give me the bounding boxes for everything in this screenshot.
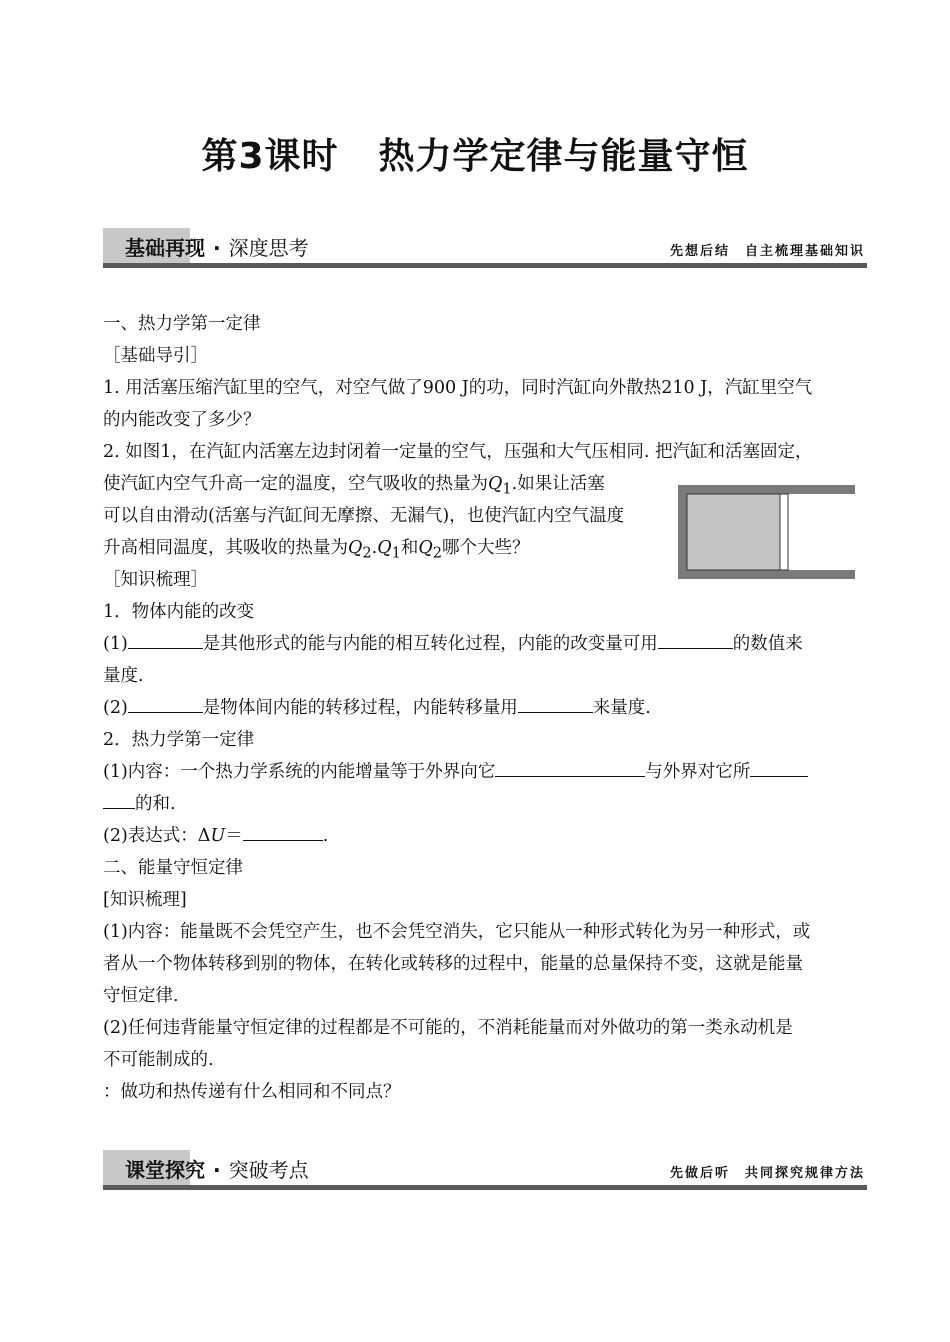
law-content-cont: 的和. (103, 788, 855, 820)
cylinder-bottom-wall (678, 570, 855, 579)
question-2-line4: 升高相同温度，其吸收的热量为$Q_2.Q_1$和$Q_2$哪个大些？ (103, 538, 530, 562)
conservation-text: (1)内容：能量既不会凭空产生，也不会凭空消失，它只能从一种形式转化为另一种形式，或 (103, 922, 811, 942)
fill-blank[interactable] (128, 692, 203, 713)
law-content: (1)内容：一个热力学系统的内能增量等于外界向它 与外界对它所 (103, 756, 855, 788)
label-knowledge-2: [知识梳理] (103, 890, 187, 910)
perpetual-motion-text: (2)任何违背能量守恒定律的过程都是不可能的，不消耗能量而对外做功的第一类永动机是 (103, 1018, 793, 1038)
question-1: 1. 用活塞压缩汽缸里的空气，对空气做了900 J的功，同时汽缸向外散热210 J，汽缸里空气 (103, 378, 813, 398)
section-bar-basics (103, 228, 867, 268)
label-basic-guide: ［基础导引］ (103, 346, 208, 366)
section-bar-rule (103, 263, 867, 268)
question-2-line2: 使汽缸内空气升高一定的温度，空气吸收的热量为$Q_1$.如果让活塞 (103, 474, 605, 498)
section-heading: 课堂探究 · 突破考点 (125, 1158, 309, 1182)
subheading-internal-energy: 1．物体内能的改变 (103, 602, 255, 622)
fill-blank[interactable] (103, 788, 135, 809)
conservation-text-2: 者从一个物体转移到别的物体，在转化或转移的过程中，能量的总量保持不变，这就是能量 (103, 954, 803, 974)
piston (780, 494, 788, 570)
section-tag: 先做后听 共同探究规律方法 (669, 1166, 865, 1181)
thinking-question: ：做功和热传递有什么相同和不同点？ (103, 1082, 401, 1102)
section-heading: 基础再现 · 深度思考 (125, 236, 309, 260)
fill-blank[interactable] (518, 692, 593, 713)
item-1: (1) 是其他形式的能与内能的相互转化过程，内能的改变量可用 的数值来 (103, 628, 855, 660)
section-tag: 先想后结 自主梳理基础知识 (669, 244, 865, 259)
section-bar-explore (103, 1150, 867, 1190)
page-title: 第3课时 热力学定律与能量守恒 (201, 136, 749, 177)
item-1-cont: 量度. (103, 666, 144, 686)
perpetual-motion-text-2: 不可能制成的. (103, 1050, 214, 1070)
fill-blank[interactable] (658, 628, 733, 649)
main-content (103, 308, 855, 1108)
cylinder-piston-figure (678, 485, 855, 579)
law-expression: (2)表达式：ΔU＝ . (103, 820, 855, 852)
label-knowledge: ［知识梳理］ (103, 570, 208, 590)
fill-blank[interactable] (495, 756, 645, 777)
heading-first-law: 一、热力学第一定律 (103, 314, 261, 334)
fill-blank[interactable] (750, 756, 808, 777)
heading-conservation: 二、能量守恒定律 (103, 858, 243, 878)
fill-blank[interactable] (243, 820, 323, 841)
item-2: (2) 是物体间内能的转移过程，内能转移量用 来量度. (103, 692, 855, 724)
question-2: 2. 如图1，在汽缸内活塞左边封闭着一定量的空气，压强和大气压相同. 把汽缸和活塞固定， (103, 442, 813, 462)
subheading-first-law: 2．热力学第一定律 (103, 730, 255, 750)
conservation-text-3: 守恒定律. (103, 986, 179, 1006)
section-bar-rule (103, 1185, 867, 1190)
cylinder-end-wall (678, 485, 687, 579)
question-1-cont: 的内能改变了多少？ (103, 410, 261, 430)
enclosed-gas (687, 494, 780, 570)
cylinder-top-wall (678, 485, 855, 494)
fill-blank[interactable] (128, 628, 203, 649)
question-2-line3: 可以自由滑动(活塞与汽缸间无摩擦、无漏气)，也使汽缸内空气温度 (103, 506, 625, 526)
